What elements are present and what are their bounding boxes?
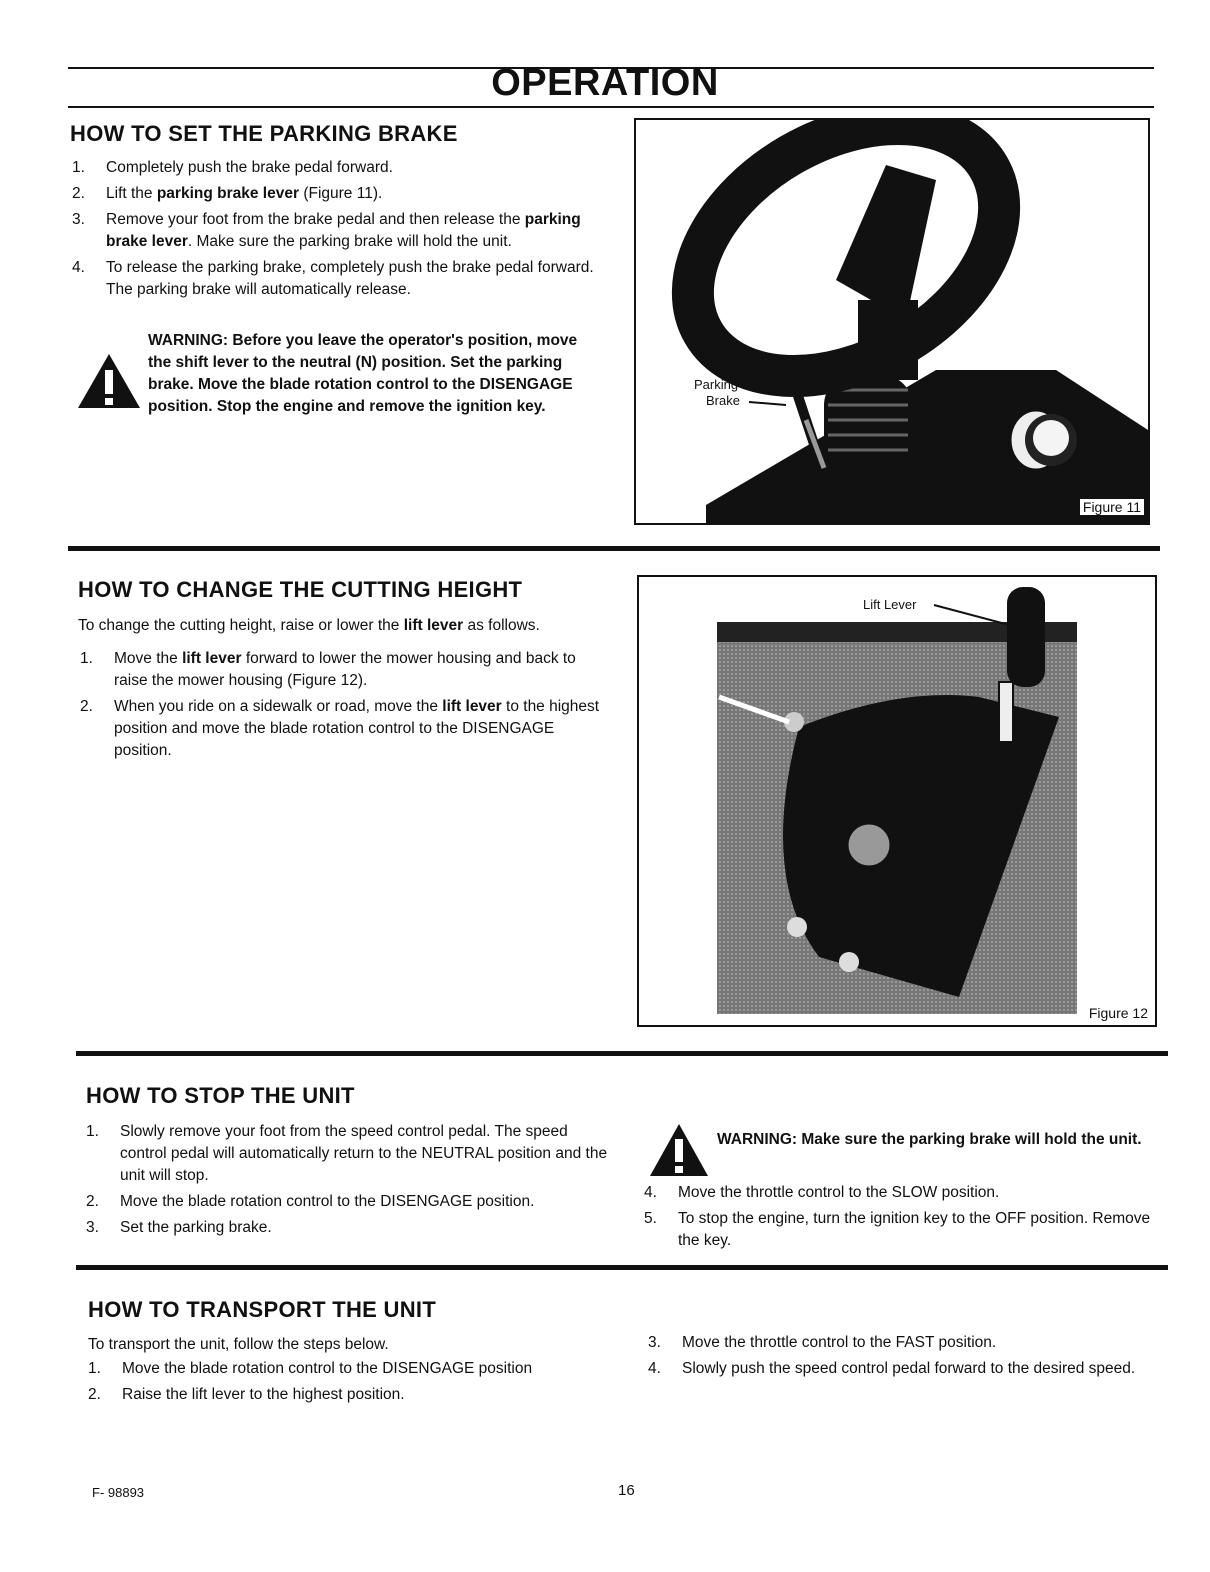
step-text bbox=[106, 211, 581, 250]
stop-steps-left bbox=[86, 1121, 610, 1243]
step-item bbox=[72, 183, 600, 205]
text-run: Slowly remove your foot from the speed control pedal. The speed control pedal will automatically return to the NEUTRAL position and the unit will stop. bbox=[120, 1123, 608, 1184]
step-number: 2. bbox=[86, 1193, 99, 1210]
text-run: Move the throttle control to the SLOW position. bbox=[678, 1184, 1000, 1201]
step-number: 4. bbox=[648, 1360, 661, 1377]
text-run: as follows. bbox=[463, 617, 540, 634]
text-run: Raise the lift lever to the highest position. bbox=[122, 1386, 405, 1403]
warning-icon bbox=[648, 1122, 710, 1178]
step-item bbox=[648, 1332, 1170, 1354]
text-run: forward to lower the mower housing and back to raise the mower housing (Figure 12). bbox=[114, 650, 576, 689]
text-run: Remove your foot from the brake pedal and then release the bbox=[106, 211, 525, 228]
bold-term: lift lever bbox=[403, 617, 464, 634]
figure-11-label-brake: Brake bbox=[706, 393, 740, 408]
cutting-steps-list bbox=[80, 648, 604, 766]
section-heading-stop-unit: HOW TO STOP THE UNIT bbox=[86, 1083, 355, 1108]
step-number: 2. bbox=[80, 698, 93, 715]
step-number: 1. bbox=[88, 1360, 101, 1377]
step-text bbox=[682, 1334, 996, 1351]
figure-11-label-parking: Parking bbox=[694, 377, 739, 392]
bold-term: parking brake lever bbox=[106, 211, 581, 250]
step-item bbox=[88, 1358, 612, 1380]
step-item bbox=[72, 257, 600, 301]
transport-steps-right bbox=[648, 1332, 1170, 1384]
step-number: 1. bbox=[80, 650, 93, 667]
text-run: Move the blade rotation control to the DISENGAGE position bbox=[122, 1360, 533, 1377]
text-run: to the highest position and move the blade rotation control to the DISENGAGE position. bbox=[114, 698, 600, 759]
step-number: 3. bbox=[648, 1334, 661, 1351]
text-run: . Make sure the parking brake will hold the unit. bbox=[187, 233, 512, 250]
transport-intro-text: To transport the unit, follow the steps below. bbox=[88, 1336, 389, 1353]
step-number: 4. bbox=[72, 259, 85, 276]
stop-steps-right bbox=[644, 1182, 1166, 1256]
step-text bbox=[114, 698, 599, 759]
step-number: 3. bbox=[72, 211, 85, 228]
text-run: When you ride on a sidewalk or road, move the bbox=[114, 698, 443, 715]
text-run: Slowly push the speed control pedal forward to the desired speed. bbox=[682, 1360, 1136, 1377]
parking-warning-text: WARNING: Before you leave the operator's position, move the shift lever to the neutral (N) position. Set the parking brake. Move the blade rotation control to the DISENGAGE position. Stop the engine and remove the ignition key. bbox=[148, 332, 578, 415]
text-run: Completely push the brake pedal forward. bbox=[106, 159, 393, 176]
text-run: To change the cutting height, raise or lower the bbox=[78, 617, 404, 634]
step-item bbox=[80, 648, 604, 692]
step-text bbox=[678, 1184, 999, 1201]
header-bottom-rule bbox=[68, 106, 1154, 108]
step-text bbox=[120, 1219, 272, 1236]
bold-term: lift lever bbox=[442, 698, 502, 715]
page-number: 16 bbox=[618, 1482, 635, 1499]
section-divider bbox=[76, 1265, 1168, 1270]
step-item bbox=[644, 1208, 1166, 1252]
step-item bbox=[86, 1217, 610, 1239]
step-text bbox=[122, 1386, 405, 1403]
section-heading-parking-brake: HOW TO SET THE PARKING BRAKE bbox=[70, 121, 458, 146]
page-title: OPERATION bbox=[491, 62, 719, 104]
figure-11-parking-brake bbox=[634, 118, 1150, 525]
step-number: 1. bbox=[86, 1123, 99, 1140]
text-run: To release the parking brake, completely push the brake pedal forward. The parking brake will automatically release. bbox=[106, 259, 594, 298]
step-text bbox=[106, 259, 594, 298]
step-text bbox=[678, 1210, 1150, 1249]
step-text bbox=[114, 650, 576, 689]
transport-steps-left bbox=[88, 1358, 612, 1410]
step-number: 2. bbox=[72, 185, 85, 202]
step-text bbox=[120, 1193, 534, 1210]
steering-wheel-illustration bbox=[636, 120, 1148, 523]
text-run: Move the blade rotation control to the DISENGAGE position. bbox=[120, 1193, 535, 1210]
text-run: Move the bbox=[114, 650, 183, 667]
step-item bbox=[86, 1121, 610, 1187]
text-run: Move the throttle control to the FAST position. bbox=[682, 1334, 997, 1351]
section-heading-transport-unit: HOW TO TRANSPORT THE UNIT bbox=[88, 1297, 437, 1322]
figure-12-label-lift-lever: Lift Lever bbox=[863, 597, 917, 612]
step-item bbox=[80, 696, 604, 762]
bold-term: parking brake lever bbox=[156, 185, 300, 202]
lift-lever-illustration bbox=[639, 577, 1155, 1025]
document-number: F- 98893 bbox=[92, 1485, 145, 1500]
figure-11-caption: Figure 11 bbox=[1080, 499, 1144, 515]
step-item bbox=[644, 1182, 1166, 1204]
step-text bbox=[106, 185, 382, 202]
step-text bbox=[682, 1360, 1135, 1377]
section-divider bbox=[76, 1051, 1168, 1056]
step-text bbox=[106, 159, 393, 176]
step-number: 3. bbox=[86, 1219, 99, 1236]
step-number: 4. bbox=[644, 1184, 657, 1201]
text-run: To stop the engine, turn the ignition key to the OFF position. Remove the key. bbox=[678, 1210, 1151, 1249]
step-item bbox=[72, 157, 600, 179]
section-divider bbox=[68, 546, 1160, 551]
step-item bbox=[86, 1191, 610, 1213]
parking-steps-list bbox=[72, 157, 600, 305]
step-number: 5. bbox=[644, 1210, 657, 1227]
section-heading-cutting-height: HOW TO CHANGE THE CUTTING HEIGHT bbox=[78, 577, 523, 602]
text-run: (Figure 11). bbox=[299, 185, 383, 202]
warning-icon bbox=[76, 352, 142, 410]
step-item bbox=[648, 1358, 1170, 1380]
step-text bbox=[120, 1123, 607, 1184]
step-item bbox=[72, 209, 600, 253]
text-run: Set the parking brake. bbox=[120, 1219, 272, 1236]
bold-term: lift lever bbox=[182, 650, 242, 667]
stop-warning-text: WARNING: Make sure the parking brake will hold the unit. bbox=[717, 1131, 1142, 1148]
step-text bbox=[122, 1360, 532, 1377]
step-item bbox=[88, 1384, 612, 1406]
figure-12-caption: Figure 12 bbox=[1086, 1005, 1151, 1021]
step-number: 1. bbox=[72, 159, 85, 176]
figure-12-lift-lever bbox=[637, 575, 1157, 1027]
text-run: Lift the bbox=[106, 185, 157, 202]
cutting-intro-text bbox=[78, 615, 608, 637]
step-number: 2. bbox=[88, 1386, 101, 1403]
